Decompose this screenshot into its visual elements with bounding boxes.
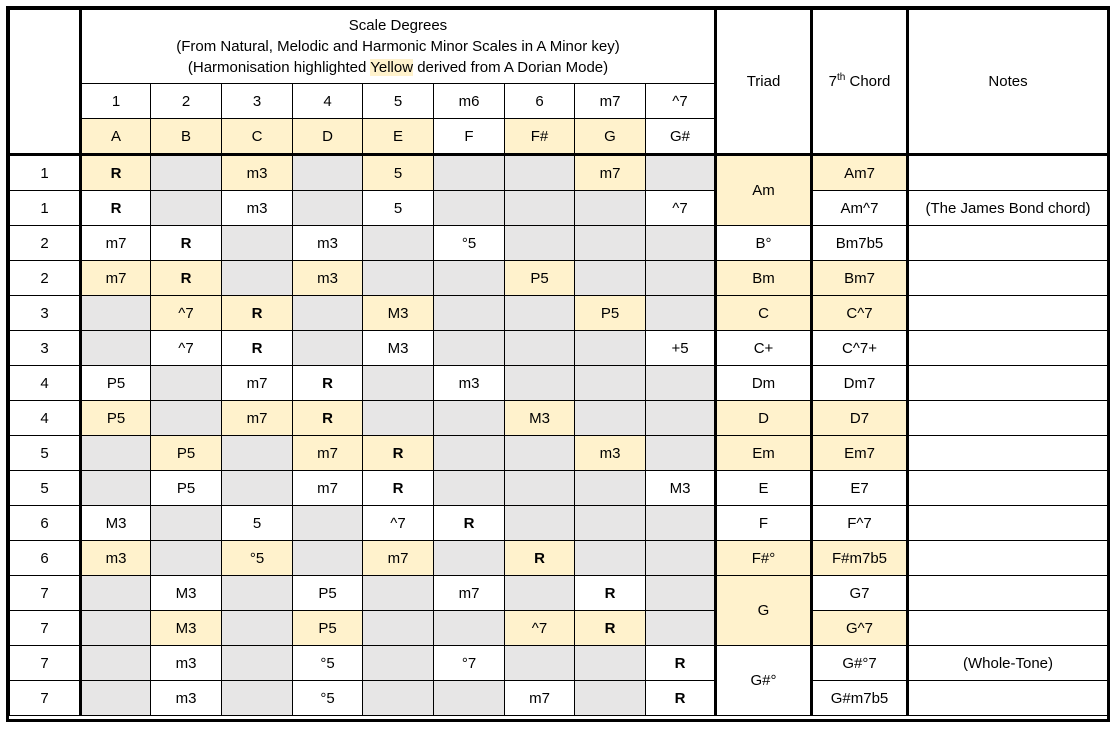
interval-cell: [434, 261, 505, 296]
note-name-cell: B: [151, 119, 222, 155]
degree-header-cell: m7: [575, 84, 646, 119]
interval-cell: m7: [293, 436, 363, 471]
degree-header-cell: 1: [81, 84, 151, 119]
interval-cell: [222, 471, 293, 506]
interval-cell: [434, 331, 505, 366]
interval-cell: [505, 471, 575, 506]
interval-cell: R: [293, 401, 363, 436]
interval-cell: R: [151, 261, 222, 296]
interval-cell: m7: [293, 471, 363, 506]
table-row: [10, 471, 1108, 506]
interval-cell: [575, 681, 646, 716]
seventh-chord-cell: G#m7b5: [812, 681, 908, 716]
note-name-cell: C: [222, 119, 293, 155]
row-degree: 2: [10, 261, 81, 296]
interval-cell: [646, 155, 716, 191]
interval-cell: m3: [222, 191, 293, 226]
interval-cell: [293, 296, 363, 331]
interval-cell: 5: [363, 155, 434, 191]
interval-cell: [646, 401, 716, 436]
interval-cell: m3: [81, 541, 151, 576]
degree-header-cell: 2: [151, 84, 222, 119]
notes-cell: [908, 681, 1108, 716]
scale-subtitle-1: (From Natural, Melodic and Harmonic Minor Scales in A Minor key): [176, 38, 620, 55]
triad-cell: Em: [716, 436, 812, 471]
interval-cell: [81, 681, 151, 716]
interval-cell: M3: [363, 331, 434, 366]
interval-cell: [646, 226, 716, 261]
interval-cell: [434, 471, 505, 506]
interval-cell: [646, 366, 716, 401]
interval-cell: M3: [505, 401, 575, 436]
interval-cell: [575, 471, 646, 506]
notes-cell: [908, 541, 1108, 576]
interval-cell: ^7: [151, 296, 222, 331]
interval-cell: [363, 681, 434, 716]
interval-cell: m7: [81, 261, 151, 296]
interval-cell: P5: [81, 366, 151, 401]
interval-cell: R: [222, 331, 293, 366]
note-name-cell: G#: [646, 119, 716, 155]
interval-cell: [646, 611, 716, 646]
corner-cell: [10, 10, 81, 155]
interval-cell: [646, 576, 716, 611]
table-row: [10, 401, 1108, 436]
interval-cell: M3: [363, 296, 434, 331]
interval-cell: P5: [575, 296, 646, 331]
interval-cell: m7: [222, 401, 293, 436]
notes-cell: [908, 471, 1108, 506]
interval-cell: °5: [222, 541, 293, 576]
triad-cell: G#°: [716, 646, 812, 716]
seventh-chord-header: 7th Chord: [812, 10, 908, 155]
interval-cell: [575, 646, 646, 681]
interval-cell: [222, 576, 293, 611]
interval-cell: °5: [434, 226, 505, 261]
triad-cell: F: [716, 506, 812, 541]
interval-cell: P5: [505, 261, 575, 296]
row-degree: 1: [10, 155, 81, 191]
seventh-chord-cell: C^7+: [812, 331, 908, 366]
seventh-chord-cell: Am7: [812, 155, 908, 191]
interval-cell: 5: [222, 506, 293, 541]
interval-cell: [81, 576, 151, 611]
interval-cell: [575, 261, 646, 296]
interval-cell: [505, 191, 575, 226]
interval-cell: [434, 611, 505, 646]
interval-cell: [151, 506, 222, 541]
row-degree: 7: [10, 681, 81, 716]
table-row: [10, 681, 1108, 716]
notes-cell: [908, 401, 1108, 436]
interval-cell: M3: [151, 576, 222, 611]
row-degree: 6: [10, 541, 81, 576]
row-degree: 7: [10, 576, 81, 611]
interval-cell: [434, 681, 505, 716]
interval-cell: [505, 331, 575, 366]
row-degree: 6: [10, 506, 81, 541]
table-row: [10, 155, 1108, 191]
row-degree: 3: [10, 296, 81, 331]
interval-cell: M3: [646, 471, 716, 506]
table-row: [10, 226, 1108, 261]
interval-cell: [434, 191, 505, 226]
interval-cell: [575, 506, 646, 541]
interval-cell: 5: [363, 191, 434, 226]
interval-cell: P5: [81, 401, 151, 436]
interval-cell: +5: [646, 331, 716, 366]
seventh-chord-cell: D7: [812, 401, 908, 436]
interval-cell: [81, 646, 151, 681]
table-row: [10, 506, 1108, 541]
interval-cell: [646, 506, 716, 541]
interval-cell: [434, 401, 505, 436]
interval-cell: R: [646, 646, 716, 681]
triad-cell: Bm: [716, 261, 812, 296]
interval-cell: [151, 366, 222, 401]
interval-cell: P5: [151, 471, 222, 506]
interval-cell: [363, 401, 434, 436]
row-degree: 2: [10, 226, 81, 261]
interval-cell: [222, 436, 293, 471]
notes-cell: (The James Bond chord): [908, 191, 1108, 226]
interval-cell: [575, 366, 646, 401]
table-row: [10, 331, 1108, 366]
seventh-chord-cell: C^7: [812, 296, 908, 331]
interval-cell: [505, 436, 575, 471]
triad-cell: F#°: [716, 541, 812, 576]
chord-table: [9, 9, 1108, 716]
interval-cell: R: [81, 155, 151, 191]
table-row: [10, 611, 1108, 646]
interval-cell: [222, 611, 293, 646]
interval-cell: [363, 576, 434, 611]
interval-cell: R: [363, 436, 434, 471]
interval-cell: m3: [151, 646, 222, 681]
interval-cell: [646, 436, 716, 471]
interval-cell: [81, 296, 151, 331]
notes-cell: [908, 576, 1108, 611]
triad-cell: E: [716, 471, 812, 506]
interval-cell: m7: [575, 155, 646, 191]
triad-header: Triad: [716, 10, 812, 155]
interval-cell: m7: [222, 366, 293, 401]
interval-cell: P5: [293, 611, 363, 646]
row-degree: 7: [10, 646, 81, 681]
interval-cell: m7: [363, 541, 434, 576]
note-name-cell: F#: [505, 119, 575, 155]
degree-header-cell: 4: [293, 84, 363, 119]
interval-cell: °5: [293, 646, 363, 681]
triad-cell: Am: [716, 155, 812, 226]
interval-cell: P5: [293, 576, 363, 611]
degree-header-cell: 5: [363, 84, 434, 119]
notes-cell: (Whole-Tone): [908, 646, 1108, 681]
notes-cell: [908, 366, 1108, 401]
interval-cell: m3: [293, 261, 363, 296]
interval-cell: P5: [151, 436, 222, 471]
interval-cell: [222, 226, 293, 261]
row-degree: 3: [10, 331, 81, 366]
yellow-highlight-word: Yellow: [370, 59, 414, 76]
interval-cell: [575, 191, 646, 226]
interval-cell: [363, 226, 434, 261]
interval-cell: [434, 436, 505, 471]
triad-cell: C+: [716, 331, 812, 366]
row-degree: 4: [10, 366, 81, 401]
notes-cell: [908, 261, 1108, 296]
interval-cell: m3: [151, 681, 222, 716]
interval-cell: [81, 611, 151, 646]
triad-cell: D: [716, 401, 812, 436]
interval-cell: [505, 155, 575, 191]
interval-cell: m7: [434, 576, 505, 611]
table-row: [10, 436, 1108, 471]
interval-cell: [363, 611, 434, 646]
interval-cell: [151, 191, 222, 226]
seventh-chord-cell: Em7: [812, 436, 908, 471]
row-degree: 1: [10, 191, 81, 226]
interval-cell: [646, 296, 716, 331]
interval-cell: [293, 331, 363, 366]
interval-cell: R: [575, 576, 646, 611]
row-degree: 7: [10, 611, 81, 646]
table-row: [10, 366, 1108, 401]
interval-cell: [293, 506, 363, 541]
table-row: [10, 576, 1108, 611]
interval-cell: [505, 506, 575, 541]
scale-title: Scale Degrees: [348, 17, 448, 34]
notes-header: Notes: [908, 10, 1108, 155]
seventh-chord-cell: G^7: [812, 611, 908, 646]
seventh-chord-cell: Bm7: [812, 261, 908, 296]
degree-header-cell: 3: [222, 84, 293, 119]
note-name-cell: G: [575, 119, 646, 155]
interval-cell: [575, 331, 646, 366]
interval-cell: R: [151, 226, 222, 261]
interval-cell: m3: [222, 155, 293, 191]
table-row: [10, 296, 1108, 331]
interval-cell: [293, 155, 363, 191]
interval-cell: M3: [151, 611, 222, 646]
row-degree: 4: [10, 401, 81, 436]
interval-cell: ^7: [646, 191, 716, 226]
triad-cell: C: [716, 296, 812, 331]
notes-cell: [908, 226, 1108, 261]
interval-cell: [646, 261, 716, 296]
interval-cell: [505, 646, 575, 681]
interval-cell: R: [363, 471, 434, 506]
notes-cell: [908, 155, 1108, 191]
seventh-chord-cell: F^7: [812, 506, 908, 541]
interval-cell: [505, 296, 575, 331]
scale-degrees-header: [81, 10, 716, 84]
interval-cell: [575, 541, 646, 576]
degree-header-cell: 6: [505, 84, 575, 119]
scale-subtitle-2: (Harmonisation highlighted Yellow derived from A Dorian Mode): [187, 59, 609, 76]
interval-cell: [151, 401, 222, 436]
interval-cell: [575, 226, 646, 261]
interval-cell: m7: [81, 226, 151, 261]
note-name-cell: A: [81, 119, 151, 155]
interval-cell: [81, 331, 151, 366]
interval-cell: [222, 261, 293, 296]
table-row: [10, 646, 1108, 681]
seventh-chord-cell: F#m7b5: [812, 541, 908, 576]
interval-cell: [434, 155, 505, 191]
interval-cell: R: [646, 681, 716, 716]
interval-cell: ^7: [151, 331, 222, 366]
row-degree: 5: [10, 436, 81, 471]
interval-cell: R: [81, 191, 151, 226]
interval-cell: [505, 226, 575, 261]
seventh-chord-cell: G#°7: [812, 646, 908, 681]
note-name-cell: D: [293, 119, 363, 155]
notes-cell: [908, 611, 1108, 646]
interval-cell: [575, 401, 646, 436]
seventh-chord-cell: Am^7: [812, 191, 908, 226]
interval-cell: [434, 541, 505, 576]
seventh-chord-cell: Dm7: [812, 366, 908, 401]
notes-cell: [908, 436, 1108, 471]
interval-cell: M3: [81, 506, 151, 541]
triad-cell: Dm: [716, 366, 812, 401]
notes-cell: [908, 331, 1108, 366]
triad-cell: B°: [716, 226, 812, 261]
seventh-chord-cell: E7: [812, 471, 908, 506]
interval-cell: [222, 646, 293, 681]
note-name-cell: F: [434, 119, 505, 155]
interval-cell: [293, 541, 363, 576]
interval-cell: [434, 296, 505, 331]
interval-cell: [363, 646, 434, 681]
table-row: [10, 261, 1108, 296]
interval-cell: [81, 436, 151, 471]
seventh-chord-cell: G7: [812, 576, 908, 611]
interval-cell: R: [222, 296, 293, 331]
interval-cell: m3: [434, 366, 505, 401]
interval-cell: [363, 366, 434, 401]
interval-cell: ^7: [505, 611, 575, 646]
degree-header-cell: ^7: [646, 84, 716, 119]
notes-cell: [908, 296, 1108, 331]
interval-cell: R: [293, 366, 363, 401]
interval-cell: [646, 541, 716, 576]
interval-cell: [293, 191, 363, 226]
interval-cell: ^7: [363, 506, 434, 541]
interval-cell: °7: [434, 646, 505, 681]
table-row: [10, 541, 1108, 576]
interval-cell: m3: [293, 226, 363, 261]
interval-cell: [222, 681, 293, 716]
seventh-chord-cell: Bm7b5: [812, 226, 908, 261]
interval-cell: [363, 261, 434, 296]
note-name-cell: E: [363, 119, 434, 155]
interval-cell: R: [505, 541, 575, 576]
table-row: [10, 191, 1108, 226]
interval-cell: R: [575, 611, 646, 646]
interval-cell: [151, 155, 222, 191]
row-degree: 5: [10, 471, 81, 506]
interval-cell: R: [434, 506, 505, 541]
interval-cell: °5: [293, 681, 363, 716]
degree-header-cell: m6: [434, 84, 505, 119]
interval-cell: m3: [575, 436, 646, 471]
notes-cell: [908, 506, 1108, 541]
interval-cell: [505, 576, 575, 611]
interval-cell: [81, 471, 151, 506]
interval-cell: m7: [505, 681, 575, 716]
interval-cell: [151, 541, 222, 576]
triad-cell: G: [716, 576, 812, 646]
interval-cell: [505, 366, 575, 401]
